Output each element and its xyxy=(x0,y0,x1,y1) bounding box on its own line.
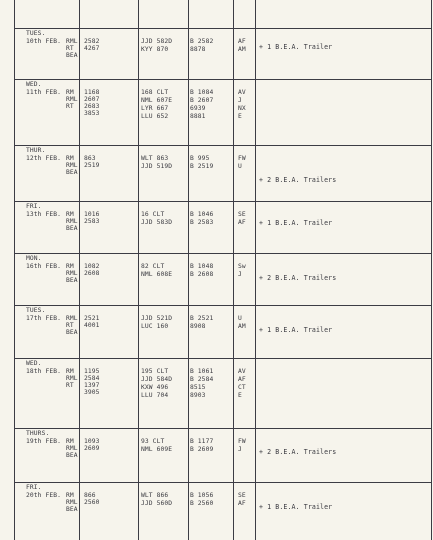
fleet-code: BEA xyxy=(66,452,78,459)
body-number: B 2584 xyxy=(190,376,214,383)
fleet-code: RML xyxy=(66,375,78,382)
garage-code: FW xyxy=(238,155,246,162)
date-label: 19th FEB. xyxy=(26,438,62,445)
fleet-number: 2560 xyxy=(84,499,100,506)
fleet-number: 2519 xyxy=(84,162,100,169)
fleet-number: 4001 xyxy=(84,322,100,329)
fleet-number: 2584 xyxy=(84,375,100,382)
fleet-number: 3905 xyxy=(84,389,100,396)
registration: KYY 870 xyxy=(141,46,169,53)
table-row xyxy=(14,203,432,236)
registration: 168 CLT xyxy=(141,89,169,96)
garage-code: AM xyxy=(238,46,246,53)
date-label: 12th FEB. xyxy=(26,155,62,162)
garage-code: AF xyxy=(238,376,246,383)
fleet-code: RML xyxy=(66,162,78,169)
row-separator xyxy=(14,79,432,80)
fleet-code: RM xyxy=(66,263,74,270)
body-number: B 995 xyxy=(190,155,210,162)
garage-code: AM xyxy=(238,323,246,330)
garage-code: Sw xyxy=(238,263,246,270)
fleet-number: 1195 xyxy=(84,368,100,375)
body-number: 8878 xyxy=(190,46,206,53)
day-label: TUES. xyxy=(26,307,46,314)
registration: KXW 496 xyxy=(141,384,169,391)
fleet-code: RML xyxy=(66,499,78,506)
day-label: TUES. xyxy=(26,30,46,37)
row-separator xyxy=(14,428,432,429)
fleet-code: RM xyxy=(66,89,74,96)
body-number: 8903 xyxy=(190,392,206,399)
table-row xyxy=(14,0,432,6)
registration: WLT 866 xyxy=(141,492,169,499)
registration: NML 608E xyxy=(141,271,173,278)
fleet-code: RML xyxy=(66,96,78,103)
fleet-code: BEA xyxy=(66,506,78,513)
date-label: 17th FEB. xyxy=(26,315,62,322)
row-separator xyxy=(14,28,432,29)
trailer-note: + 2 B.E.A. Trailers xyxy=(259,176,337,184)
table-row xyxy=(14,484,432,524)
fleet-code: RM xyxy=(66,211,74,218)
garage-code: J xyxy=(238,97,242,104)
fleet-code: BEA xyxy=(66,329,78,336)
fleet-number: 2582 xyxy=(84,38,100,45)
fleet-code: RT xyxy=(66,382,74,389)
table-row xyxy=(14,307,432,340)
fleet-code: BEA xyxy=(66,169,78,176)
fleet-number: 1093 xyxy=(84,438,100,445)
body-number: B 1177 xyxy=(190,438,214,445)
day-label: THURS. xyxy=(26,430,50,437)
fleet-code: RML xyxy=(66,445,78,452)
garage-code: NX xyxy=(238,105,246,112)
fleet-code: RML xyxy=(66,315,78,322)
garage-code: E xyxy=(238,392,242,399)
registration: LYR 667 xyxy=(141,105,169,112)
date-label: 20th FEB. xyxy=(26,492,62,499)
fleet-code: RML xyxy=(66,218,78,225)
garage-code: E xyxy=(238,113,242,120)
fleet-number: 2607 xyxy=(84,96,100,103)
garage-code: U xyxy=(238,315,242,322)
registration: 195 CLT xyxy=(141,368,169,375)
row-separator xyxy=(14,145,432,146)
registration: LLU 652 xyxy=(141,113,169,120)
table-row xyxy=(14,360,432,410)
day-label: WED. xyxy=(26,360,42,367)
table-row xyxy=(14,255,432,289)
fleet-code: BEA xyxy=(66,225,78,232)
body-number: B 1061 xyxy=(190,368,214,375)
fleet-number: 2521 xyxy=(84,315,100,322)
body-number: B 1056 xyxy=(190,492,214,499)
day-label: FRI. xyxy=(26,203,42,210)
garage-code: FW xyxy=(238,438,246,445)
day-label: MON. xyxy=(26,255,42,262)
body-number: B 2607 xyxy=(190,97,214,104)
garage-code: U xyxy=(238,163,242,170)
date-label: 11th FEB. xyxy=(26,89,62,96)
fleet-number: 4267 xyxy=(84,45,100,52)
date-label: 13th FEB. xyxy=(26,211,62,218)
row-separator xyxy=(14,305,432,306)
fleet-number: 1016 xyxy=(84,211,100,218)
body-number: B 1084 xyxy=(190,89,214,96)
day-label: FRI. xyxy=(26,484,42,491)
registration: NML 607E xyxy=(141,97,173,104)
body-number: B 2560 xyxy=(190,500,214,507)
registration: JJD 519D xyxy=(141,163,173,170)
garage-code: J xyxy=(238,446,242,453)
registration: LUC 160 xyxy=(141,323,169,330)
day-label: THUR. xyxy=(26,147,46,154)
registration: NML 609E xyxy=(141,446,173,453)
garage-code: AV xyxy=(238,368,246,375)
trailer-note: + 1 B.E.A. Trailer xyxy=(259,219,333,227)
fleet-number: 2583 xyxy=(84,218,100,225)
registration: 16 CLT xyxy=(141,211,165,218)
garage-code: AV xyxy=(238,89,246,96)
registration: JJD 521D xyxy=(141,315,173,322)
garage-code: CT xyxy=(238,384,246,391)
body-number: B 2583 xyxy=(190,219,214,226)
fleet-code: RML xyxy=(66,38,78,45)
fleet-number: 1082 xyxy=(84,263,100,270)
date-label: 10th FEB. xyxy=(26,38,62,45)
row-separator xyxy=(14,482,432,483)
garage-code: SE xyxy=(238,211,246,218)
registration: WLT 863 xyxy=(141,155,169,162)
fleet-number: 863 xyxy=(84,155,96,162)
fleet-number: 2683 xyxy=(84,103,100,110)
body-number: B 2608 xyxy=(190,271,214,278)
table-row xyxy=(14,147,432,184)
body-number: B 2519 xyxy=(190,163,214,170)
fleet-code: RM xyxy=(66,368,74,375)
registration: JJD 560D xyxy=(141,500,173,507)
body-number: B 1046 xyxy=(190,211,214,218)
body-number: B 2521 xyxy=(190,315,214,322)
garage-code: J xyxy=(238,271,242,278)
trailer-note: + 2 B.E.A. Trailers xyxy=(259,448,337,456)
fleet-code: RT xyxy=(66,103,74,110)
body-number: B 2582 xyxy=(190,38,214,45)
body-number: B 2609 xyxy=(190,446,214,453)
row-separator xyxy=(14,253,432,254)
body-number: 8881 xyxy=(190,113,206,120)
table-row xyxy=(14,430,432,460)
table-row xyxy=(14,30,432,62)
body-number: 8908 xyxy=(190,323,206,330)
registration: 82 CLT xyxy=(141,263,165,270)
table-row xyxy=(14,81,432,136)
garage-code: SE xyxy=(238,492,246,499)
fleet-number: 2608 xyxy=(84,270,100,277)
fleet-number: 1397 xyxy=(84,382,100,389)
row-separator xyxy=(14,358,432,359)
date-label: 16th FEB. xyxy=(26,263,62,270)
trailer-note: + 1 B.E.A. Trailer xyxy=(259,326,333,334)
date-label: 18th FEB. xyxy=(26,368,62,375)
body-number: 6939 xyxy=(190,105,206,112)
fleet-code: RM xyxy=(66,438,74,445)
fleet-number: 3853 xyxy=(84,110,100,117)
body-number: 8515 xyxy=(190,384,206,391)
garage-code: AF xyxy=(238,219,246,226)
registration: JJD 583D xyxy=(141,219,173,226)
fleet-code: RML xyxy=(66,270,78,277)
fleet-code: BEA xyxy=(66,52,78,59)
fleet-code: RM xyxy=(66,492,74,499)
registration: LLU 704 xyxy=(141,392,169,399)
fleet-code: RT xyxy=(66,322,74,329)
trailer-note: + 1 B.E.A. Trailer xyxy=(259,503,333,511)
fleet-code: BEA xyxy=(66,277,78,284)
registration: 93 CLT xyxy=(141,438,165,445)
fleet-code: RT xyxy=(66,45,74,52)
day-label: WED. xyxy=(26,81,42,88)
trailer-note: + 1 B.E.A. Trailer xyxy=(259,43,333,51)
garage-code: AF xyxy=(238,38,246,45)
registration: JJD 582D xyxy=(141,38,173,45)
fleet-number: 866 xyxy=(84,492,96,499)
registration: JJD 584D xyxy=(141,376,173,383)
garage-code: AF xyxy=(238,500,246,507)
body-number: B 1048 xyxy=(190,263,214,270)
row-separator xyxy=(14,201,432,202)
trailer-note: + 2 B.E.A. Trailers xyxy=(259,274,337,282)
fleet-code: RM xyxy=(66,155,74,162)
fleet-number: 2609 xyxy=(84,445,100,452)
fleet-number: 1168 xyxy=(84,89,100,96)
